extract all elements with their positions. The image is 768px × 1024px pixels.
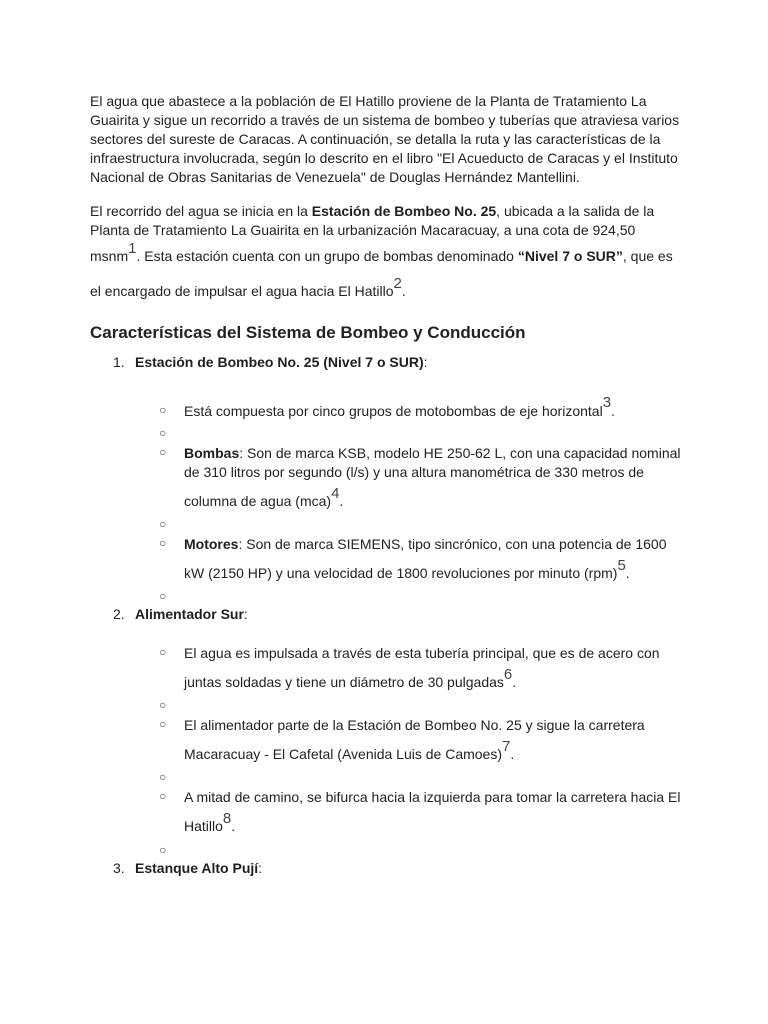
subitem-text: Está compuesta por cinco grupos de motobombas de eje horizontal: [184, 403, 603, 419]
station-title: Estación de Bombeo No. 25 (Nivel 7 o SUR): [135, 354, 424, 370]
subitem-line: [184, 738, 684, 764]
footnote-ref[interactable]: 1: [128, 240, 137, 257]
subitem-end: .: [625, 565, 630, 581]
bullet-icon: ○: [159, 645, 167, 659]
empty-bullet-icon: ○: [159, 426, 167, 440]
subitem-end: .: [611, 403, 615, 419]
subitem-line: de 310 litros por segundo (l/s) y una altura manométrica de 330 metros de: [184, 464, 644, 480]
route-text: , que es: [622, 248, 673, 264]
subitem-line: [184, 444, 684, 463]
route-line-hatillo: [90, 275, 406, 300]
list-subitem-motores: [184, 535, 684, 583]
subitem-text: : Son de marca SIEMENS, tipo sincrónico, con una potencia de 1600: [238, 536, 667, 552]
route-text: msnm: [90, 248, 129, 264]
list-number: 2.: [113, 606, 125, 622]
subitem-line: [184, 810, 684, 836]
subitem-text: Hatillo: [184, 818, 223, 834]
tank-title: Estanque Alto Pují: [135, 860, 259, 876]
subitem-line: El agua es impulsada a través de esta tubería principal, que es de acero con: [184, 645, 660, 661]
list-subitem: [184, 716, 684, 764]
route-text: El recorrido del agua se inicia en la: [90, 203, 312, 219]
empty-bullet-icon: ○: [159, 589, 167, 603]
subitem-label: Bombas: [184, 445, 240, 461]
subitem-line: [184, 666, 684, 692]
list-subitem-bombas: [184, 444, 684, 511]
subitem-end: .: [512, 674, 517, 690]
empty-bullet-icon: ○: [159, 698, 167, 712]
route-text: el encargado de impulsar el agua hacia El Hatillo: [90, 283, 394, 299]
list-number: 3.: [113, 860, 125, 876]
route-paragraph-start: [90, 202, 690, 240]
subitem-text: kW (2150 HP) y una velocidad de 1800 revoluciones por minuto (rpm): [184, 565, 618, 581]
subitem-end: .: [231, 818, 236, 834]
list-subitem: [184, 644, 684, 692]
subitem-end: .: [510, 746, 515, 762]
footnote-ref[interactable]: 3: [602, 394, 612, 411]
list-item-title: [135, 606, 248, 622]
station-name: Estación de Bombeo No. 25: [311, 203, 497, 219]
pump-group-name: “Nivel 7 o SUR”: [517, 248, 623, 264]
route-text: .: [401, 283, 406, 299]
feeder-title: Alimentador Sur: [135, 606, 244, 622]
route-text: , ubicada a la salida de la Planta de Tratamiento La Guairita en la urbanización Macaracuay, a una cota de 924,50: [90, 203, 655, 238]
footnote-ref[interactable]: 2: [393, 275, 402, 292]
empty-bullet-icon: ○: [159, 843, 167, 857]
subitem-line: [184, 557, 684, 583]
list-subitem: [184, 788, 684, 836]
subitem-end: .: [339, 493, 344, 509]
intro-paragraph: El agua que abastece a la población de El Hatillo proviene de la Planta de Tratamiento La Guairita y sigue un recorrido a través de un sistema de bombeo y tuberías que atraviesa varios sectores del sureste de Caracas. A continuación, se detalla la ruta y las características de la infraestructura involucrada, según lo descrito en el libro "El Acueducto de Caracas y el Instituto Nacional de Obras Sanitarias de Venezuela" de Douglas Hernández Mantellini.: [90, 93, 680, 185]
empty-bullet-icon: ○: [159, 517, 167, 531]
colon: :: [258, 860, 263, 876]
subitem-text: juntas soldadas y tiene un diámetro de 30 pulgadas: [184, 674, 504, 690]
subitem-line: A mitad de camino, se bifurca hacia la izquierda para tomar la carretera hacia El: [184, 789, 681, 805]
list-item-title: [135, 860, 262, 876]
bullet-icon: ○: [159, 445, 167, 459]
empty-bullet-icon: ○: [159, 770, 167, 784]
colon: :: [243, 606, 248, 622]
subitem-label: Motores: [184, 536, 239, 552]
subitem-line: [184, 485, 684, 511]
footnote-ref[interactable]: 7: [502, 738, 511, 755]
bullet-icon: ○: [159, 717, 167, 731]
footnote-ref[interactable]: 5: [617, 557, 626, 574]
subitem-text: Macaracuay - El Cafetal (Avenida Luis de Camoes): [184, 746, 503, 762]
subitem-text: columna de agua (mca): [184, 493, 332, 509]
subitem-text: : Son de marca KSB, modelo HE 250-62 L, con una capacidad nominal: [239, 445, 681, 461]
footnote-ref[interactable]: 6: [503, 666, 513, 683]
route-line-msnm: [90, 240, 673, 265]
footnote-ref[interactable]: 8: [222, 810, 232, 827]
bullet-icon: ○: [159, 789, 167, 803]
bullet-icon: ○: [159, 536, 167, 550]
list-item-title: [135, 354, 428, 370]
colon: :: [423, 354, 428, 370]
route-text: . Esta estación cuenta con un grupo de bombas denominado: [136, 248, 518, 264]
subitem-line: [184, 535, 684, 554]
list-number: 1.: [113, 354, 125, 370]
section-heading: Características del Sistema de Bombeo y Conducción: [90, 323, 526, 342]
bullet-icon: ○: [159, 403, 167, 417]
subitem-line: El alimentador parte de la Estación de Bombeo No. 25 y sigue la carretera: [184, 717, 645, 733]
footnote-ref[interactable]: 4: [331, 485, 340, 502]
list-subitem: [184, 394, 684, 419]
